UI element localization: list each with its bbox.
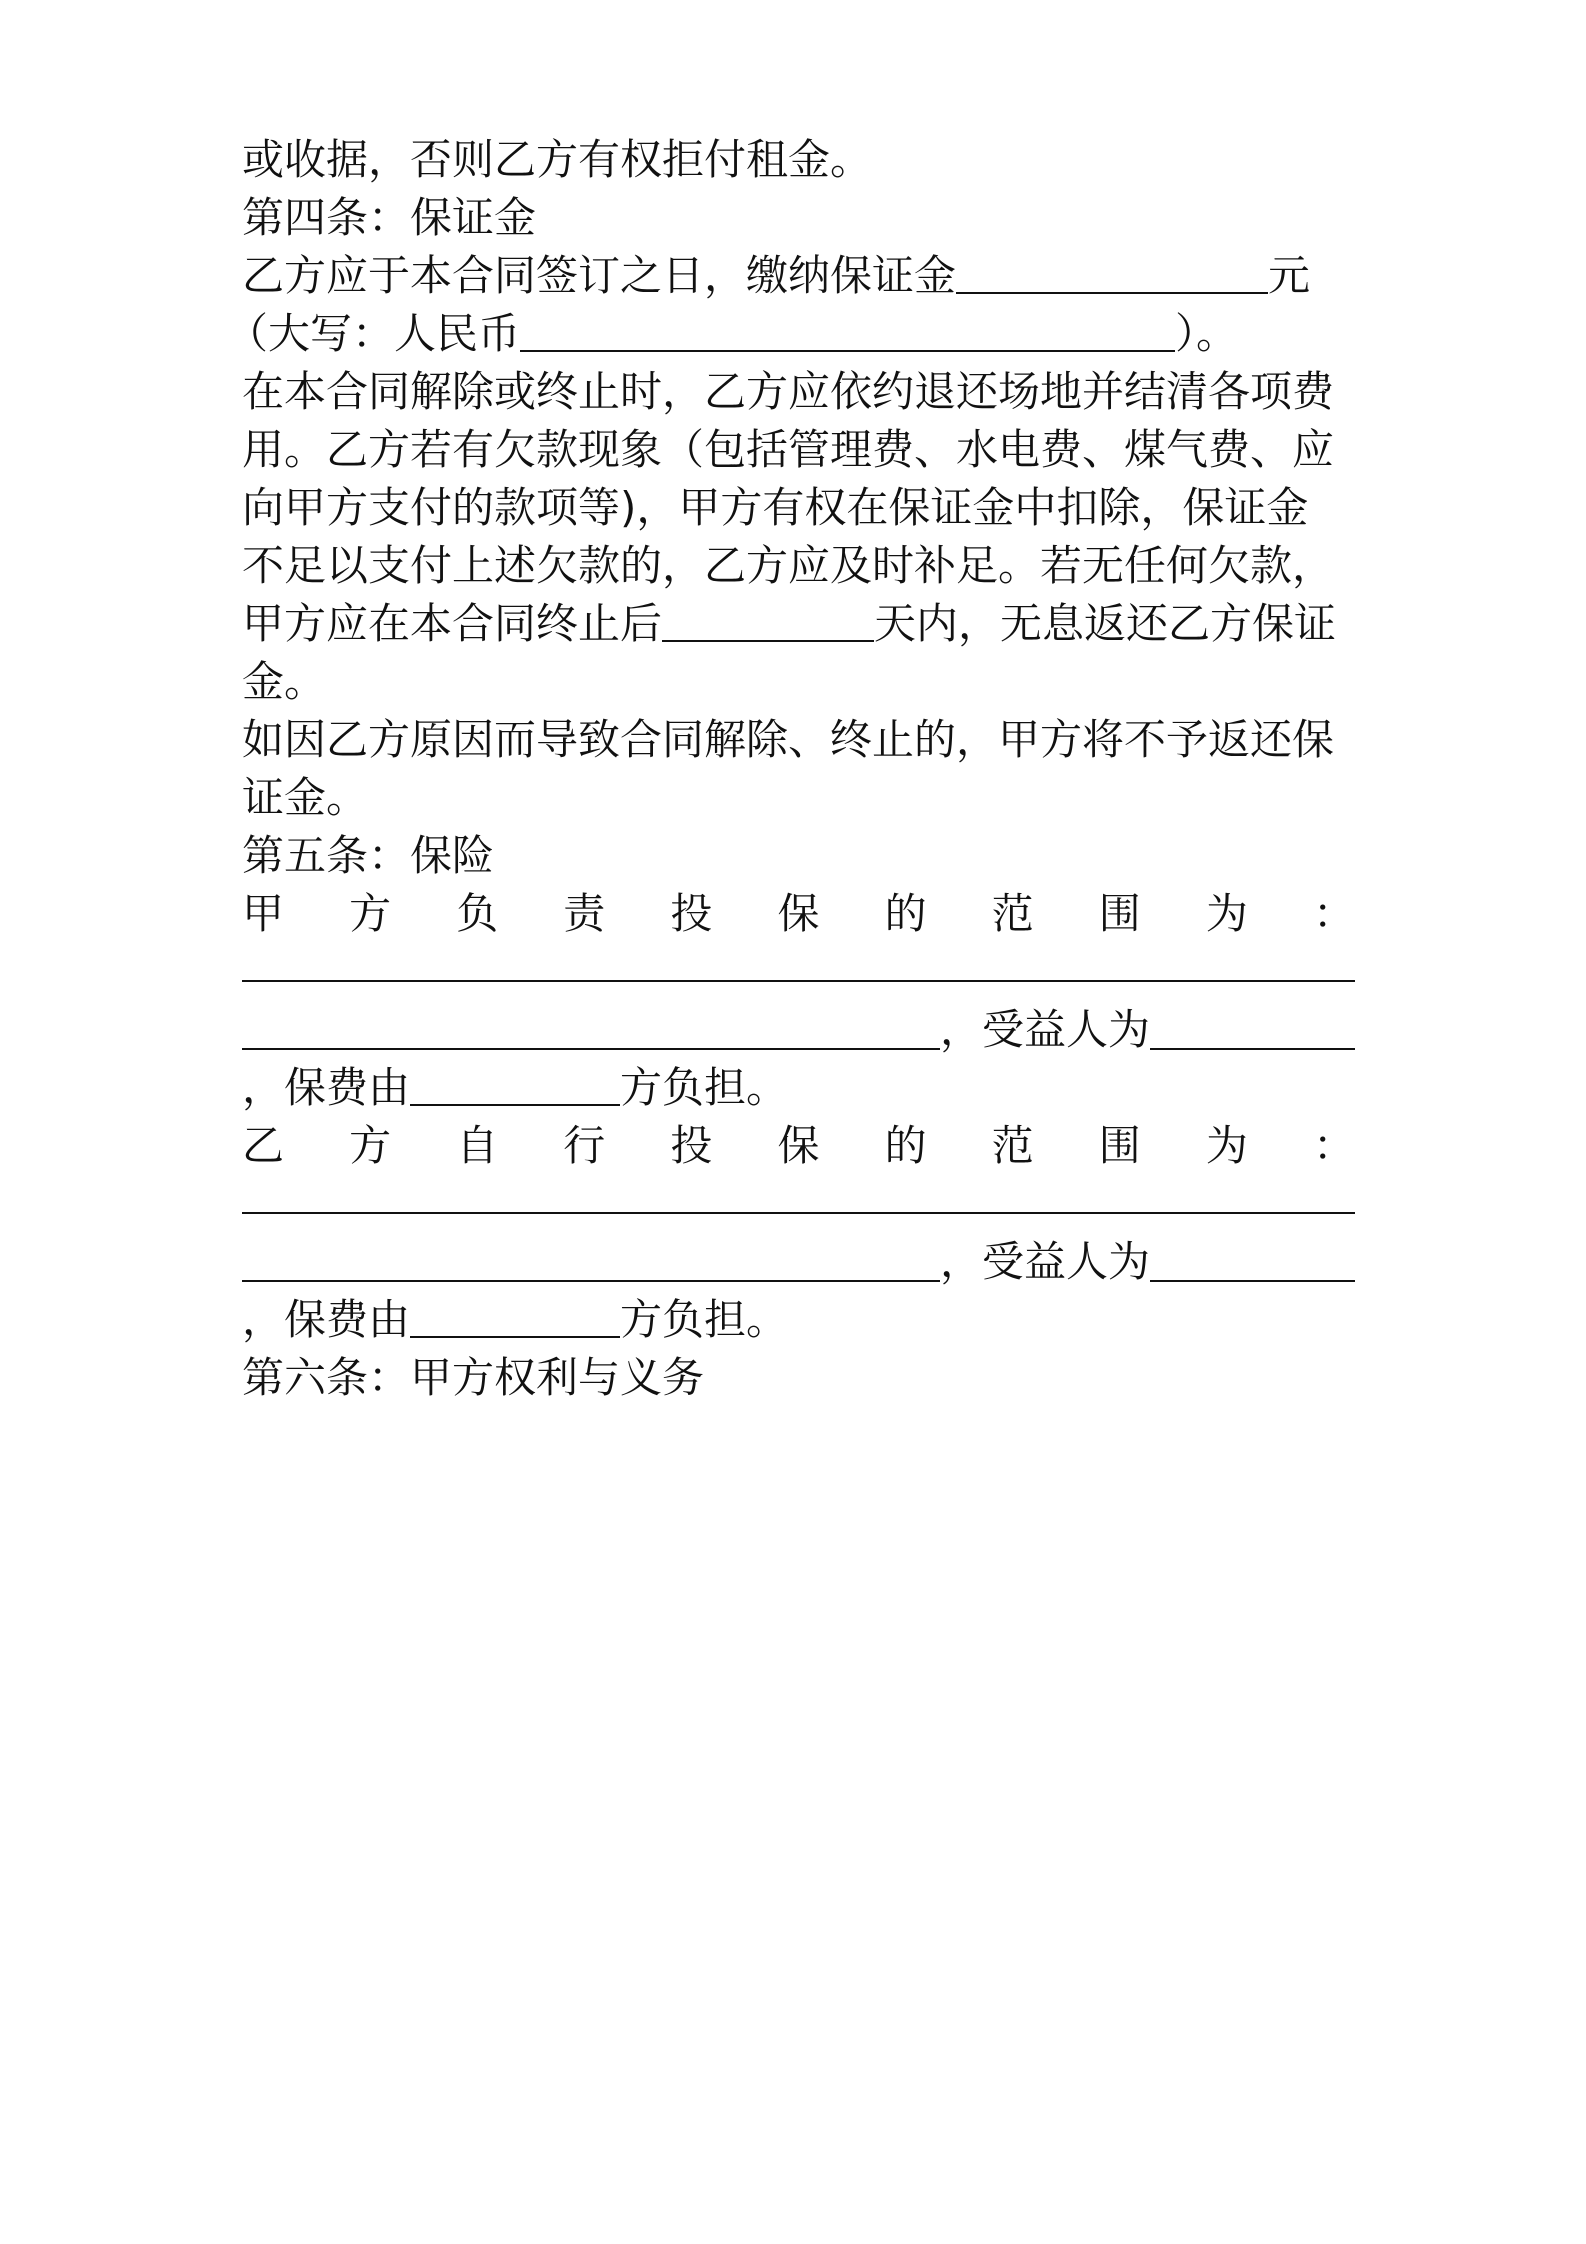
scope-char: 保 bbox=[777, 889, 820, 938]
scope-char: 的 bbox=[884, 1121, 927, 1170]
paragraph-line: 或收据，否则乙方有权拒付租金。 bbox=[242, 135, 873, 184]
scope-char: 负 bbox=[456, 889, 499, 938]
scope-blank-tail bbox=[242, 1240, 940, 1282]
scope-char: 围 bbox=[1098, 889, 1141, 938]
scope-char: ： bbox=[1312, 1121, 1355, 1170]
article-6-title: 第六条：甲方权利与义务 bbox=[242, 1353, 705, 1402]
scope-char: 甲 bbox=[242, 889, 285, 938]
scope-char: 围 bbox=[1098, 1121, 1141, 1170]
premium-party-blank bbox=[410, 1064, 620, 1106]
deposit-capital-blank bbox=[520, 310, 1175, 352]
party-b-scope-line bbox=[242, 1118, 1355, 1174]
party-b-premium-line bbox=[242, 1292, 1355, 1348]
paragraph-line: 金。 bbox=[242, 657, 327, 706]
party-a-beneficiary-line bbox=[242, 1002, 1355, 1058]
scope-char: 投 bbox=[670, 1121, 713, 1170]
beneficiary-label: ，受益人为 bbox=[940, 1237, 1151, 1286]
party-a-premium-line bbox=[242, 1060, 1355, 1116]
article-5-title: 第五条：保险 bbox=[242, 831, 495, 880]
deposit-capital-line bbox=[226, 306, 1339, 362]
party-a-scope-blank-line bbox=[242, 944, 1355, 982]
paragraph-line: 不足以支付上述欠款的，乙方应及时补足。若无任何欠款， bbox=[242, 541, 1335, 590]
scope-char: 为 bbox=[1205, 1121, 1248, 1170]
deposit-text: 乙方应于本合同签订之日，缴纳保证金 bbox=[242, 251, 957, 300]
premium-open: ，保费由 bbox=[242, 1063, 411, 1112]
scope-char: ： bbox=[1312, 889, 1355, 938]
scope-blank-tail bbox=[242, 1008, 940, 1050]
beneficiary-label: ，受益人为 bbox=[940, 1005, 1151, 1054]
scope-char: 投 bbox=[670, 889, 713, 938]
premium-party-blank bbox=[410, 1296, 620, 1338]
premium-close: 方负担。 bbox=[620, 1295, 789, 1344]
scope-char: 自 bbox=[456, 1121, 499, 1170]
refund-days-blank bbox=[662, 600, 874, 642]
scope-char: 乙 bbox=[242, 1121, 285, 1170]
scope-char: 保 bbox=[777, 1121, 820, 1170]
scope-char: 方 bbox=[349, 889, 392, 938]
paragraph-line: 在本合同解除或终止时，乙方应依约退还场地并结清各项费 bbox=[242, 367, 1335, 416]
scope-blank bbox=[242, 1176, 1355, 1214]
refund-text-b: 天内，无息返还乙方保证 bbox=[874, 599, 1337, 648]
beneficiary-blank bbox=[1150, 1240, 1355, 1282]
article-4-title: 第四条：保证金 bbox=[242, 193, 537, 242]
capital-open: （大写：人民币 bbox=[226, 309, 521, 358]
unit-yuan: 元 bbox=[1268, 251, 1311, 300]
scope-char: 责 bbox=[563, 889, 606, 938]
paragraph-line: 用。乙方若有欠款现象（包括管理费、水电费、煤气费、应 bbox=[242, 425, 1335, 474]
scope-char: 为 bbox=[1205, 889, 1248, 938]
refund-days-line bbox=[242, 596, 1355, 652]
scope-blank bbox=[242, 944, 1355, 982]
scope-char: 方 bbox=[349, 1121, 392, 1170]
party-b-beneficiary-line bbox=[242, 1234, 1355, 1290]
deposit-amount-blank bbox=[956, 252, 1268, 294]
scope-char: 的 bbox=[884, 889, 927, 938]
paragraph-line: 如因乙方原因而导致合同解除、终止的，甲方将不予返还保 bbox=[242, 715, 1335, 764]
beneficiary-blank bbox=[1150, 1008, 1355, 1050]
scope-char: 范 bbox=[991, 889, 1034, 938]
party-b-scope-blank-line bbox=[242, 1176, 1355, 1214]
premium-open: ，保费由 bbox=[242, 1295, 411, 1344]
deposit-amount-line bbox=[242, 248, 1355, 304]
capital-close: ）。 bbox=[1175, 309, 1239, 358]
premium-close: 方负担。 bbox=[620, 1063, 789, 1112]
refund-text-a: 甲方应在本合同终止后 bbox=[242, 599, 663, 648]
scope-char: 范 bbox=[991, 1121, 1034, 1170]
paragraph-line: 向甲方支付的款项等)，甲方有权在保证金中扣除，保证金 bbox=[242, 483, 1309, 532]
scope-char: 行 bbox=[563, 1121, 606, 1170]
party-a-scope-line bbox=[242, 886, 1355, 942]
paragraph-line: 证金。 bbox=[242, 773, 369, 822]
